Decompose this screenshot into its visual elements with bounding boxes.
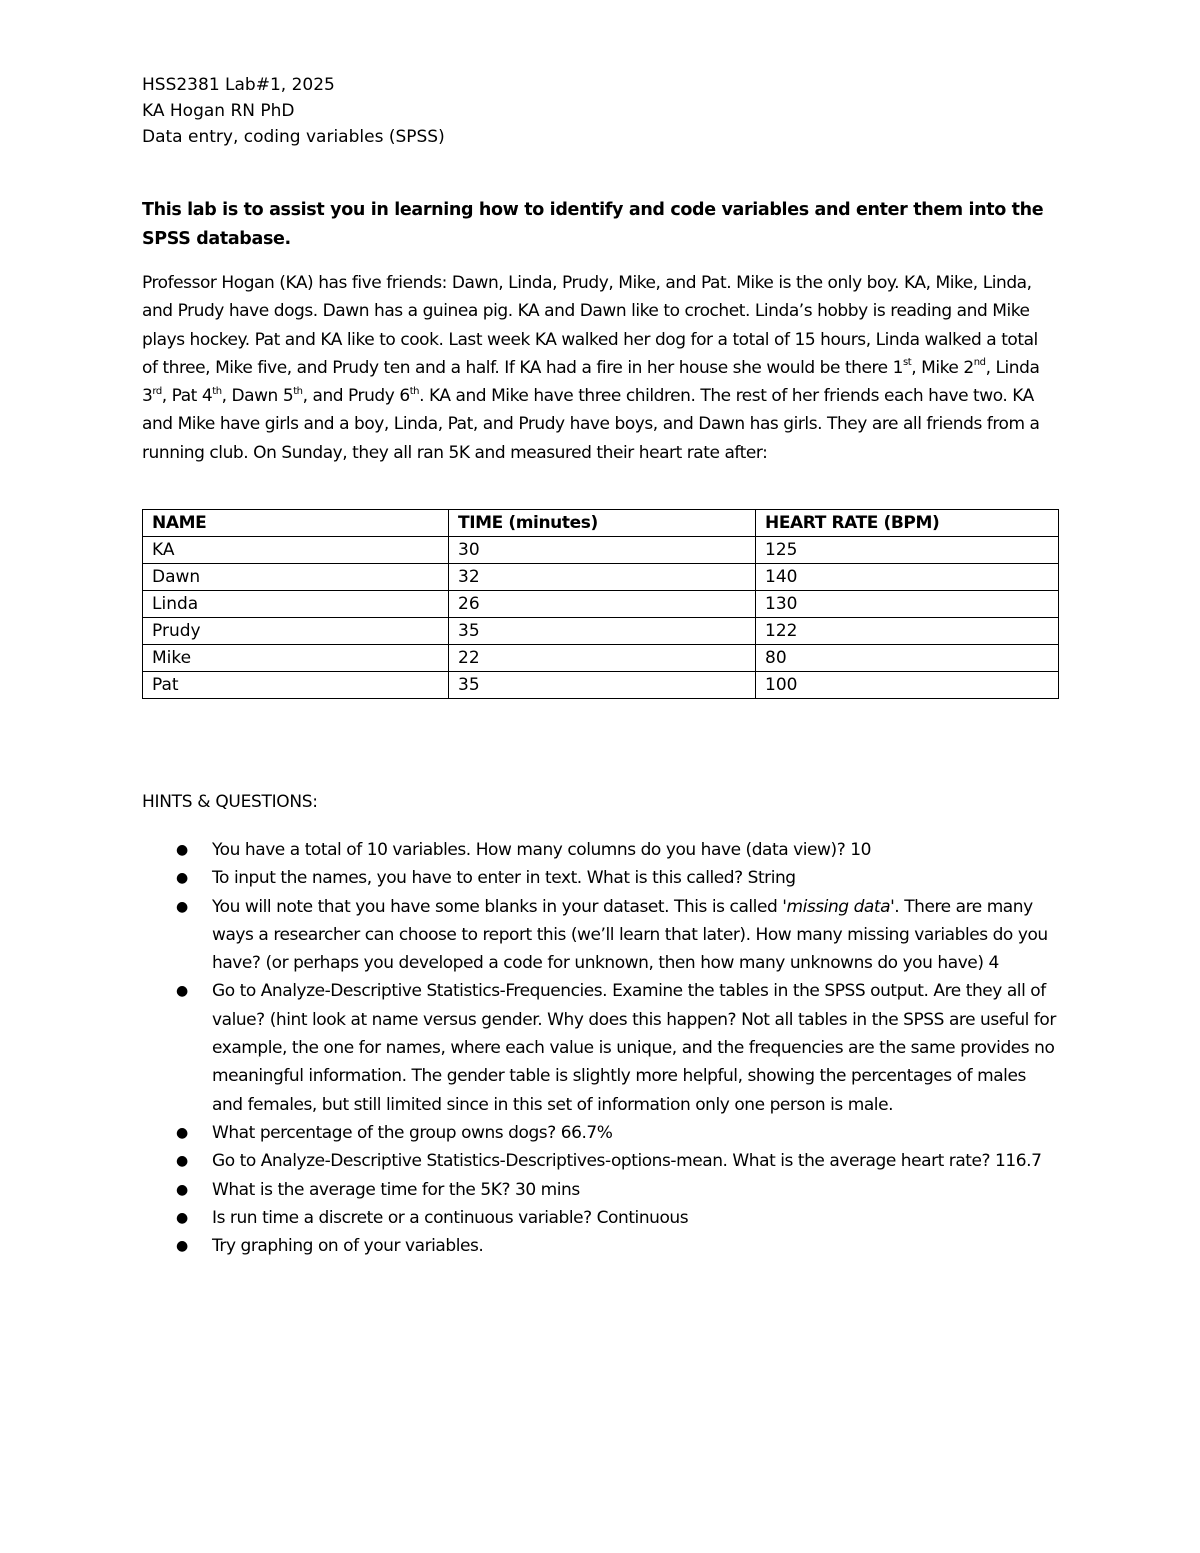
cell-heart-rate: 100 bbox=[756, 672, 1059, 699]
cell-name: Mike bbox=[143, 645, 449, 672]
table-header-row bbox=[143, 510, 1059, 537]
bullet-icon: ● bbox=[176, 870, 188, 887]
cell-name: Pat bbox=[143, 672, 449, 699]
hint-text: To input the names, you have to enter in text. What is this called? String bbox=[212, 868, 796, 889]
table-row bbox=[143, 645, 1059, 672]
bullet-icon: ● bbox=[176, 1124, 188, 1141]
table-row bbox=[143, 618, 1059, 645]
bullet-icon: ● bbox=[176, 1238, 188, 1255]
table-row bbox=[143, 564, 1059, 591]
hint-text: What percentage of the group owns dogs? 66.7% bbox=[212, 1122, 613, 1143]
hint-text: . There are many ways a researcher can choose to report this (we’ll learn that later). How many missing variables do you have? (or perhaps you developed a code for unknown, then how many unknowns do you have) 4 bbox=[212, 896, 1048, 974]
story-paragraph bbox=[142, 269, 1058, 467]
hint-text: Try graphing on of your variables. bbox=[212, 1236, 484, 1257]
cell-time: 30 bbox=[449, 537, 756, 564]
table-row bbox=[143, 672, 1059, 699]
story-text-1: Professor Hogan (KA) has five friends: Dawn, Linda, Prudy, Mike, and Pat. Mike is the only boy. KA, Mike, Linda, and Prudy have dogs. Dawn has a guinea pig. KA and Dawn like to crochet. Linda’s hobby is reading and Mike plays hockey. Pat and KA like to cook. Last week KA walked her dog for a total of 15 hours, Linda walked a total of three, Mike five, and Prudy ten and a half. If KA had a fire in her house she would be there 1 bbox=[142, 273, 1038, 378]
document-page bbox=[142, 72, 1058, 1257]
cell-heart-rate: 130 bbox=[756, 591, 1059, 618]
cell-time: 26 bbox=[449, 591, 756, 618]
table-row bbox=[143, 591, 1059, 618]
topic-line: Data entry, coding variables (SPSS) bbox=[142, 127, 445, 147]
story-sup-1: st bbox=[903, 357, 912, 369]
story-sup-2: nd bbox=[973, 357, 986, 369]
story-sup-4: th bbox=[212, 385, 222, 397]
course-line: HSS2381 Lab#1, 2025 bbox=[142, 75, 335, 95]
story-text-2: , Mike 2 bbox=[911, 357, 974, 378]
story-text-4: , Pat 4 bbox=[161, 386, 213, 407]
hint-text: You will note that you have some blanks in your dataset. This is called bbox=[212, 896, 783, 917]
story-sup-6: th bbox=[409, 385, 420, 397]
cell-name: KA bbox=[143, 537, 449, 564]
hint-text: Go to Analyze-Descriptive Statistics-Frequencies. Examine the tables in the SPSS output. Are they all of value? (hint look at name versus gender. Why does this happen? Not all tables in the SPSS are useful for example, the one for names, where each value is unique, and the frequencies are the same provides no meaningful information. The gender table is slightly more helpful, showing the percentages of males and females, but still limited since in this set of information only one person is male. bbox=[212, 981, 1056, 1115]
hint-text: Go to Analyze-Descriptive Statistics-Descriptives-options-mean. What is the average heart rate? 116.7 bbox=[212, 1151, 1042, 1172]
list-item bbox=[142, 1147, 1058, 1175]
story-text-5: , Dawn 5 bbox=[221, 386, 294, 407]
bullet-icon: ● bbox=[176, 983, 188, 1000]
list-item bbox=[142, 1232, 1058, 1260]
story-text-3: , Linda 3 bbox=[142, 357, 1040, 407]
bullet-icon: ● bbox=[176, 1181, 188, 1198]
cell-heart-rate: 122 bbox=[756, 618, 1059, 645]
header-name: NAME bbox=[143, 510, 449, 537]
story-sup-5: th bbox=[293, 385, 303, 397]
cell-time: 32 bbox=[449, 564, 756, 591]
story-sup-3: rd bbox=[152, 385, 162, 397]
hint-italic-term: 'missing data' bbox=[782, 896, 895, 917]
hint-text: You have a total of 10 variables. How many columns do you have (data view)? 10 bbox=[212, 840, 871, 860]
bullet-icon: ● bbox=[176, 1209, 188, 1226]
hint-text: Is run time a discrete or a continuous variable? Continuous bbox=[212, 1207, 689, 1228]
cell-heart-rate: 125 bbox=[756, 537, 1059, 564]
cell-name: Dawn bbox=[143, 564, 449, 591]
cell-time: 35 bbox=[449, 672, 756, 699]
list-item bbox=[142, 1204, 1058, 1232]
header-time: TIME (minutes) bbox=[449, 510, 756, 537]
hints-list bbox=[142, 836, 1058, 1260]
bullet-icon: ● bbox=[176, 842, 188, 858]
list-item bbox=[142, 1176, 1058, 1204]
cell-heart-rate: 80 bbox=[756, 645, 1059, 672]
lab-instruction: This lab is to assist you in learning how to identify and code variables and enter them into the SPSS database. bbox=[142, 200, 1044, 249]
list-item bbox=[142, 893, 1058, 978]
cell-name: Prudy bbox=[143, 618, 449, 645]
cell-time: 35 bbox=[449, 618, 756, 645]
hint-text: What is the average time for the 5K? 30 mins bbox=[212, 1179, 580, 1200]
list-item bbox=[142, 864, 1058, 892]
cell-heart-rate: 140 bbox=[756, 564, 1059, 591]
story-text-6: , and Prudy 6 bbox=[302, 386, 410, 407]
list-item bbox=[142, 977, 1058, 1118]
run-data-table bbox=[142, 509, 1059, 699]
instructor-line: KA Hogan RN PhD bbox=[142, 101, 295, 121]
cell-time: 22 bbox=[449, 645, 756, 672]
bullet-icon: ● bbox=[176, 1153, 188, 1170]
list-item bbox=[142, 836, 1058, 864]
hints-title: HINTS & QUESTIONS: bbox=[142, 792, 318, 812]
header-heart-rate: HEART RATE (BPM) bbox=[756, 510, 1059, 537]
bullet-icon: ● bbox=[176, 898, 188, 915]
story-text-7: . KA and Mike have three children. The rest of her friends each have two. KA and Mike have girls and a boy, Linda, Pat, and Prudy have boys, and Dawn has girls. They are all friends from a running club. On Sunday, they all ran 5K and measured their heart rate after: bbox=[142, 386, 1040, 463]
list-item bbox=[142, 1119, 1058, 1147]
cell-name: Linda bbox=[143, 591, 449, 618]
table-row bbox=[143, 537, 1059, 564]
